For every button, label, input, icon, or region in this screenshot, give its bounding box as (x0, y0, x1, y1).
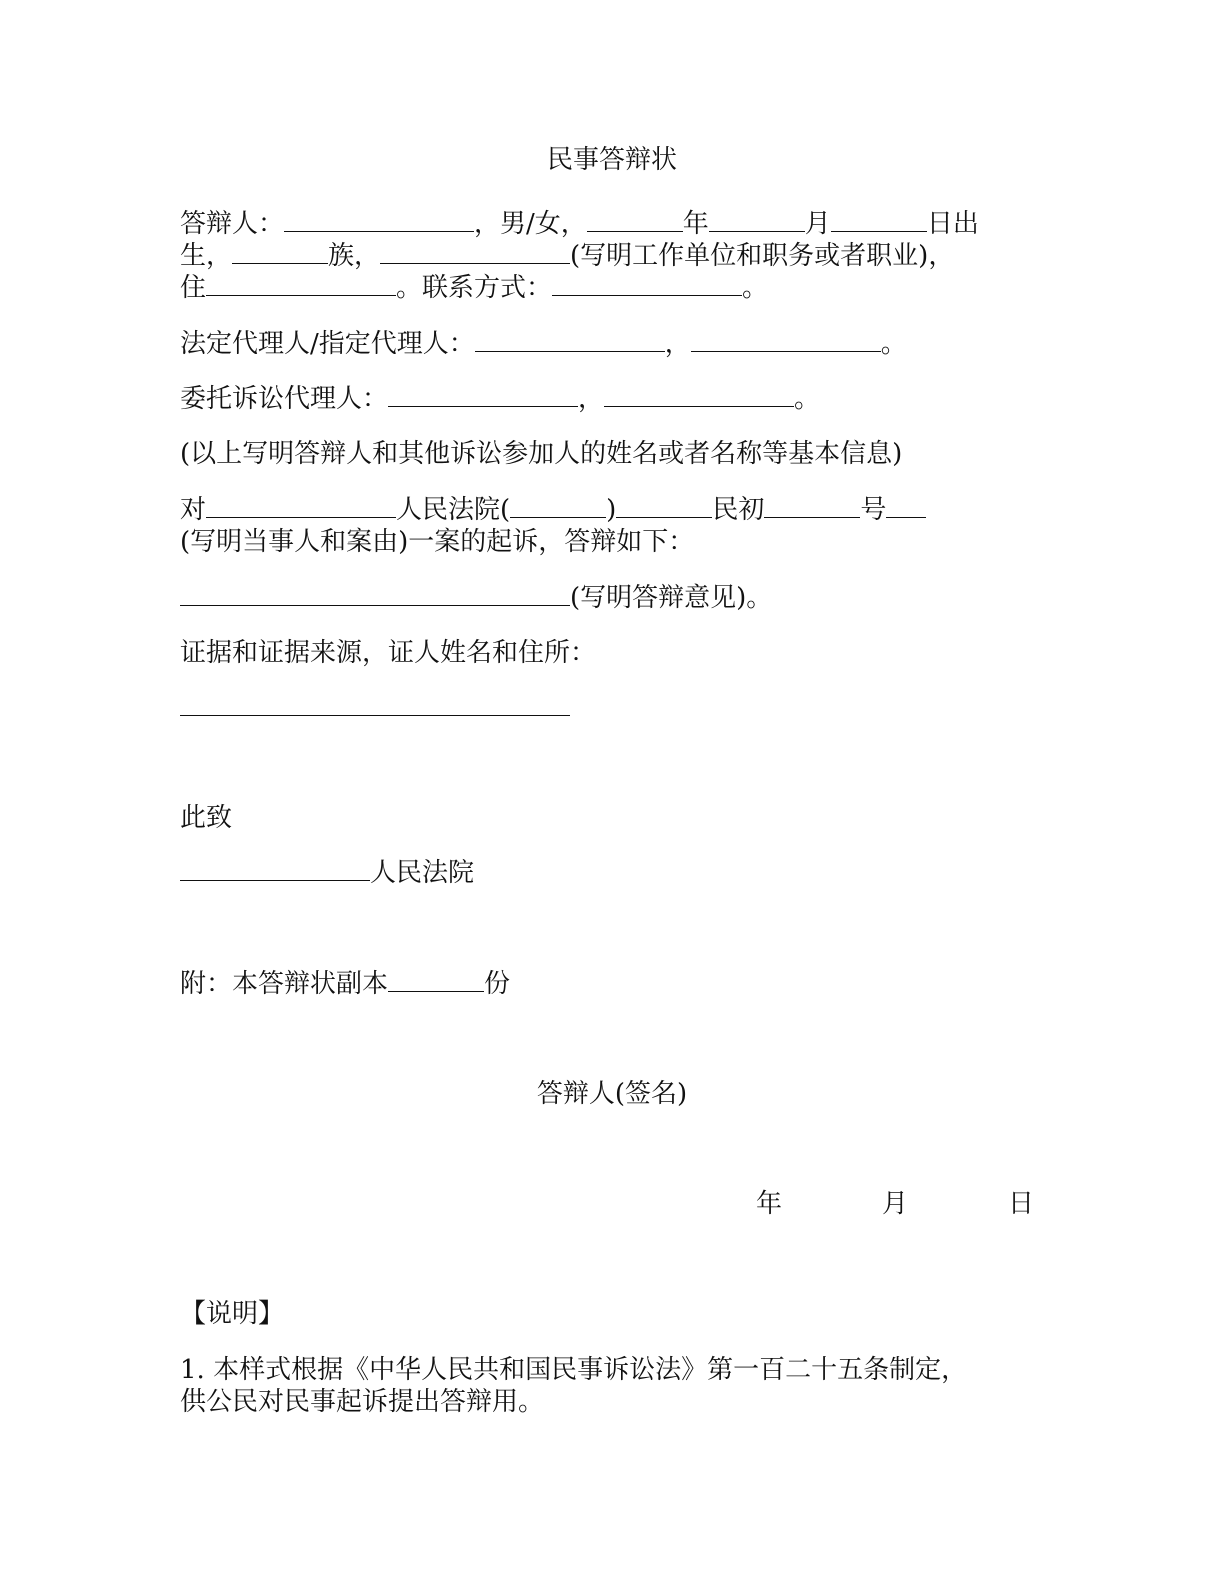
case-court-code-blank[interactable] (616, 495, 712, 518)
respondent-line-2 (180, 240, 954, 272)
case-extra-blank[interactable] (886, 495, 926, 518)
case-prefix: 对 (180, 495, 207, 525)
case-paren-close: ) (606, 495, 617, 525)
entrusted-agent-line (180, 383, 820, 415)
court-name-blank[interactable] (206, 495, 396, 518)
entrusted-agent-label: 委托诉讼代理人： (180, 384, 389, 414)
notes-heading: 【说明】 (180, 1299, 285, 1329)
birth-day-blank[interactable] (831, 209, 927, 232)
case-year-blank[interactable] (510, 495, 606, 518)
signature: 答辩人(签名) (536, 1079, 688, 1109)
respondent-label: 答辩人： (180, 209, 285, 239)
entrusted-agent-end: 。 (794, 384, 821, 414)
ethnic-blank[interactable] (232, 241, 328, 264)
attachment-unit: 份 (484, 969, 511, 999)
document-title: 民事答辩状 (546, 145, 677, 175)
opinion-note: (写明答辩意见)。 (570, 583, 773, 613)
respondent-name-blank[interactable] (284, 209, 474, 232)
to-court: 人民法院 (370, 858, 475, 888)
birth-year-blank[interactable] (587, 209, 683, 232)
legal-agent-label: 法定代理人/指定代理人： (180, 329, 475, 359)
case-line-1 (180, 494, 926, 526)
birth-year-label: 年 (682, 209, 709, 239)
respondent-line-3 (180, 272, 768, 304)
attachment-count-blank[interactable] (388, 969, 484, 992)
address-label: 住 (180, 273, 207, 303)
work-blank[interactable] (380, 241, 570, 264)
info-note: (以上写明答辩人和其他诉讼参加人的姓名或者名称等基本信息) (180, 439, 903, 469)
case-type: 民初 (712, 495, 765, 525)
respondent-end: 。 (742, 273, 769, 303)
to-court-line (180, 857, 474, 889)
birth-cont: 生， (180, 241, 233, 271)
entrusted-agent-blank-1[interactable] (388, 384, 578, 407)
legal-agent-line (180, 328, 907, 360)
birth-day-label: 日出 (926, 209, 979, 239)
legal-agent-sep: ， (664, 329, 691, 359)
entrusted-agent-blank-2[interactable] (604, 384, 794, 407)
address-blank[interactable] (206, 273, 396, 296)
notes-item1-line1: 1. 本样式根据《中华人民共和国民事诉讼法》第一百二十五条制定， (180, 1355, 968, 1385)
contact-blank[interactable] (552, 273, 742, 296)
notes-item1-line2: 供公民对民事起诉提出答辩用。 (180, 1387, 545, 1417)
legal-agent-blank-2[interactable] (691, 329, 881, 352)
case-line-2: (写明当事人和案由)一案的起诉，答辩如下： (180, 527, 695, 557)
case-court: 人民法院( (396, 495, 511, 525)
salutation: 此致 (180, 803, 233, 833)
evidence-blank[interactable] (180, 693, 570, 716)
date-year: 年 (756, 1189, 783, 1219)
opinion-blank[interactable] (180, 583, 570, 606)
ethnic-label: 族， (328, 241, 381, 271)
attachment-label: 附：本答辩状副本 (180, 969, 389, 999)
evidence-label: 证据和证据来源，证人姓名和住所： (180, 638, 597, 668)
birth-month-blank[interactable] (709, 209, 805, 232)
entrusted-agent-sep: ， (578, 384, 605, 414)
legal-agent-end: 。 (880, 329, 907, 359)
work-note: (写明工作单位和职务或者职业)， (570, 241, 955, 271)
birth-month-label: 月 (804, 209, 831, 239)
to-court-blank[interactable] (180, 858, 370, 881)
case-number-blank[interactable] (764, 495, 860, 518)
case-number-label: 号 (860, 495, 887, 525)
attachment-line (180, 968, 510, 1000)
evidence-line (180, 692, 570, 724)
opinion-line (180, 582, 772, 614)
respondent-line-1 (180, 208, 979, 240)
respondent-sex: ，男/女， (474, 209, 587, 239)
contact-label: 。联系方式： (396, 273, 553, 303)
legal-agent-blank-1[interactable] (475, 329, 665, 352)
date-month: 月 (882, 1189, 909, 1219)
date-day: 日 (1008, 1189, 1035, 1219)
